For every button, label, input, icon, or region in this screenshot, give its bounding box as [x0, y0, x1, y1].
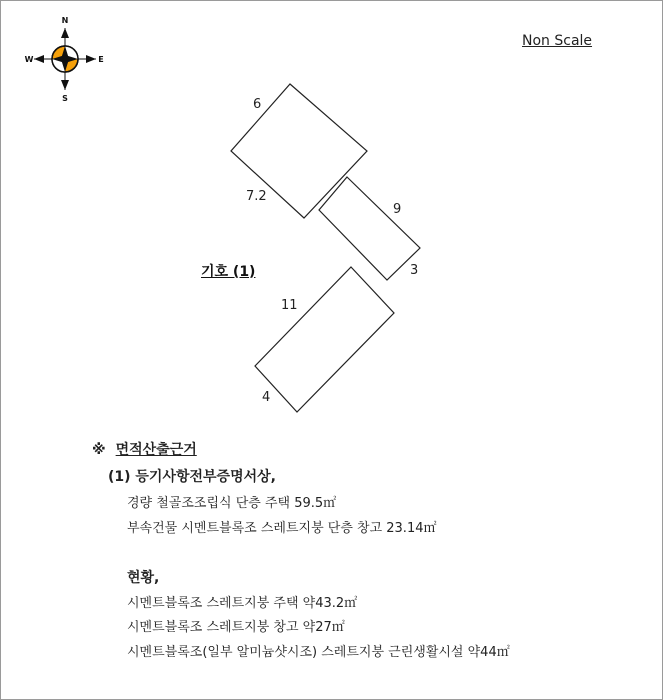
drawing-title: 기호 (1)	[201, 264, 256, 280]
building-c-long-dimension: 11	[281, 298, 298, 313]
compass-north-label: N	[61, 16, 69, 25]
registry-item: 경량 철골조조립식 단층 주택 59.5㎡	[127, 496, 337, 511]
building-c-short-dimension: 4	[262, 390, 271, 405]
building-a-top-dimension: 6	[253, 97, 262, 112]
building-c-outline	[255, 267, 394, 412]
reference-mark-icon: ※	[92, 442, 106, 458]
scale-note: Non Scale	[522, 33, 593, 49]
compass-south-label: S	[62, 94, 68, 103]
compass-west-label: W	[24, 55, 34, 64]
compass-east-label: E	[98, 55, 104, 64]
building-a-side-dimension: 7.2	[246, 189, 267, 204]
current-item: 시멘트블록조 스레트지붕 창고 약27㎡	[127, 620, 345, 635]
building-b-long-dimension: 9	[393, 202, 402, 217]
current-item: 시멘트블록조 스레트지붕 주택 약43.2㎡	[127, 596, 358, 611]
registry-section-label: (1) 등기사항전부증명서상,	[108, 469, 276, 485]
building-b-outline	[319, 177, 420, 280]
building-b-short-dimension: 3	[410, 263, 419, 278]
registry-item: 부속건물 시멘트블록조 스레트지붕 단층 창고 23.14㎡	[127, 521, 437, 536]
notes-heading-text: 면적산출근거	[115, 442, 197, 458]
current-section-label: 현황,	[127, 570, 160, 586]
current-item: 시멘트블록조(일부 알미늄샷시조) 스레트지붕 근린생활시설 약44㎡	[127, 645, 510, 660]
compass-icon	[25, 16, 104, 103]
